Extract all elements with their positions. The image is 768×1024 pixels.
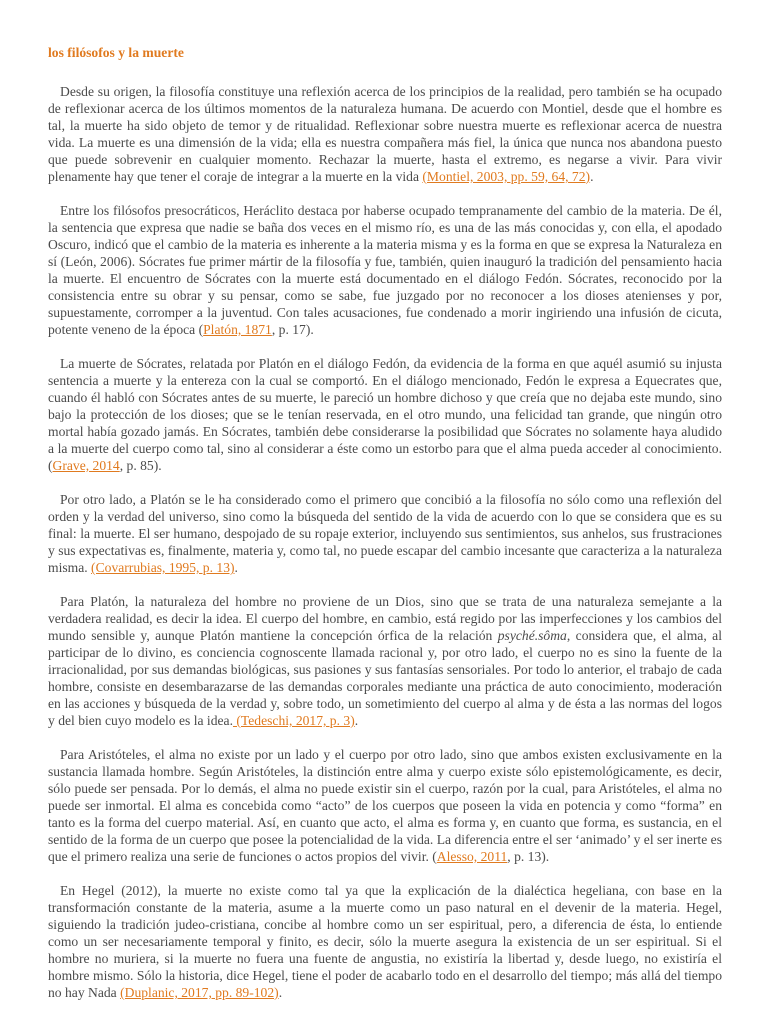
- paragraph-text-end: , p. 85).: [119, 458, 162, 473]
- paragraph-socrates: [48, 355, 722, 474]
- citation-link-alesso[interactable]: Alesso, 2011: [436, 849, 508, 864]
- citation-link-montiel[interactable]: (Montiel, 2003, pp. 59, 64, 72): [422, 169, 591, 184]
- paragraph-text: Para Platón, la naturaleza del hombre no proviene de un Dios, sino que se trata de una naturaleza semejante a la verdadera realidad, es decir la idea. El cuerpo del hombre, en cambio, está regido por las imperfecciones y los cambios del mundo sensible y, aunque Platón mantiene la concepción órfica de la relación: [48, 594, 722, 643]
- paragraph-montiel: [48, 83, 722, 185]
- paragraph-heraclito: [48, 202, 722, 338]
- citation-link-grave[interactable]: Grave, 2014: [52, 458, 120, 473]
- paragraph-text: Desde su origen, la filosofía constituye una reflexión acerca de los principios de la realidad, pero también se ha ocupado de reflexionar acerca de los últimos momentos de la naturaleza humana. De acuerdo con Montiel, desde que el hombre es tal, la muerte ha sido objeto de temor y de ritualidad. Reflexionar sobre nuestra muerte es reflexionar acerca de nuestra vida. La muerte es una dimensión de la vida; ella es nuestra compañera más fiel, la única que nunca nos abandona puesto que puede sobrevenir en cualquier momento. Rechazar la muerte, hasta el extremo, es negarse a vivir. Para vivir plenamente hay que tener el coraje de integrar a la muerte en la vida: [48, 84, 722, 184]
- paragraph-text-end: , p. 13).: [507, 849, 550, 864]
- paragraph-hegel: [48, 882, 722, 1001]
- paragraph-text-end: , p. 17).: [271, 322, 314, 337]
- paragraph-platon-1: [48, 491, 722, 576]
- paragraph-aristoteles: [48, 746, 722, 865]
- paragraph-text-mid: , considera que, el alma, al participar de lo divino, es conciencia cognoscente llamada racional y, por otro lado, el cuerpo no es sino la fuente de la irracionalidad, por sus demandas biológicas, sus pasiones y sus fantasías sensoriales. Por todo lo anterior, el trabajo de cada hombre, consiste en desembarazarse de las demandas corporales mediante una práctica de auto conocimiento, moderación en las acciones y búsqueda de la verdad y, sobre todo, un sometimiento del cuerpo al alma y de ésta a las normas del logos y del bien cuyo modelo es la idea.: [48, 628, 722, 728]
- paragraph-text: La muerte de Sócrates, relatada por Platón en el diálogo Fedón, da evidencia de la forma en que aquél asumió su injusta sentencia a muerte y la entereza con la cual se comportó. En el diálogo mencionado, Fedón le expresa a Equecrates que, cuando él habló con Sócrates antes de su muerte, le pareció un hombre dichoso y que creía que no dejaba este mundo, sino bajo la protección de los dioses; que se le tenían reservada, en el otro mundo, una felicidad tan grande, que ningún otro mortal había gozado jamás. En Sócrates, también debe considerarse la posibilidad que Sócrates no solamente haya aludido a la muerte del cuerpo como tal, sino al considerar a éste como un estorbo para que el alma pueda acceder al conocimiento. (: [48, 356, 722, 473]
- paragraph-text: Para Aristóteles, el alma no existe por un lado y el cuerpo por otro lado, sino que ambos existen exclusivamente en la sustancia llamada hombre. Según Aristóteles, la distinción entre alma y cuerpo existe sólo epistemológicamente, es decir, sólo puede ser pensada. Por lo demás, el alma no puede existir sin el cuerpo, razón por la cual, para Aristóteles, el alma no puede ser inmortal. El alma es concebida como “acto” de los cuerpos que poseen la vida en potencia y como “forma” en tanto es la forma del cuerpo material. Así, en cuanto que acto, el alma es forma y, en cuanto que forma, es sustancia, en el sentido de la forma de un cuerpo que posee la potencialidad de la vida. La diferencia entre el ser ‘animado’ y el ser inerte es que el primero realiza una serie de funciones o actos propios del vivir. (: [48, 747, 722, 864]
- paragraph-text-end: .: [234, 560, 238, 575]
- section-title: los filósofos y la muerte: [48, 45, 184, 60]
- paragraph-text-end: .: [590, 169, 594, 184]
- paragraph-text: En Hegel (2012), la muerte no existe como tal ya que la explicación de la dialéctica hegeliana, con base en la transformación constante de la materia, asume a la muerte como un paso natural en el devenir de la materia. Hegel, siguiendo la tradición judeo-cristiana, concibe al hombre como un ser espiritual, pero, a diferencia de ésta, lo entiende como un ser necesariamente temporal y finito, es decir, sólo la muerte asegura la existencia de un ser espiritual. Si el hombre no muriera, si la muerte no fuera una fuente de angustia, no existiría la libertad y, desde luego, no existiría el hombre mismo. Sólo la historia, dice Hegel, tiene el poder de acabarlo todo en el desarrollo del tiempo; más allá del tiempo no hay Nada: [48, 883, 722, 1000]
- paragraph-text: Por otro lado, a Platón se le ha considerado como el primero que concibió a la filosofía no sólo como una reflexión del orden y la verdad del universo, sino como la búsqueda del sentido de la vida de acuerdo con lo que se considera que es su final: la muerte. El ser humano, despojado de su ropaje exterior, incluyendo sus sentimientos, sus anhelos, sus frustraciones y sus expectativas es, finalmente, materia y, como tal, no puede escapar del cambio incesante que caracteriza a la naturaleza misma.: [48, 492, 722, 575]
- paragraph-platon-2: [48, 593, 722, 729]
- paragraph-text-end: .: [354, 713, 359, 728]
- citation-link-duplanic[interactable]: (Duplanic, 2017, pp. 89-102): [120, 985, 279, 1000]
- paragraph-text: Entre los filósofos presocráticos, Heráclito destaca por haberse ocupado tempranamente del cambio de la materia. De él, la sentencia que expresa que nadie se baña dos veces en el mismo río, es una de las más conocidas y, con ella, el apodado Oscuro, indicó que el cambio de la materia es inherente a la materia misma y es la forma en que se expresa la Naturaleza en sí (León, 2006). Sócrates fue primer mártir de la filosofía y fue, también, quien inauguró la tradición del pensamiento hacia la muerte. El encuentro de Sócrates con la muerte está documentado en el diálogo Fedón. Sócrates, reconocido por la consistencia entre su obrar y su pensar, como se sabe, fue juzgado por no reconocer a los dioses atenienses y por, supuestamente, corromper a la juventud. Con tales acusaciones, fue condenado a morir ingiriendo una infusión de cicuta, potente veneno de la época (: [48, 203, 722, 337]
- citation-link-covarrubias[interactable]: (Covarrubias, 1995, p. 13): [91, 560, 235, 575]
- citation-link-platon[interactable]: Platón, 1871: [203, 322, 272, 337]
- paragraph-text-end: .: [278, 985, 283, 1000]
- document-page: [48, 36, 722, 1018]
- citation-link-tedeschi[interactable]: (Tedeschi, 2017, p. 3): [232, 713, 355, 728]
- italic-term: psyché.sôma: [497, 628, 567, 643]
